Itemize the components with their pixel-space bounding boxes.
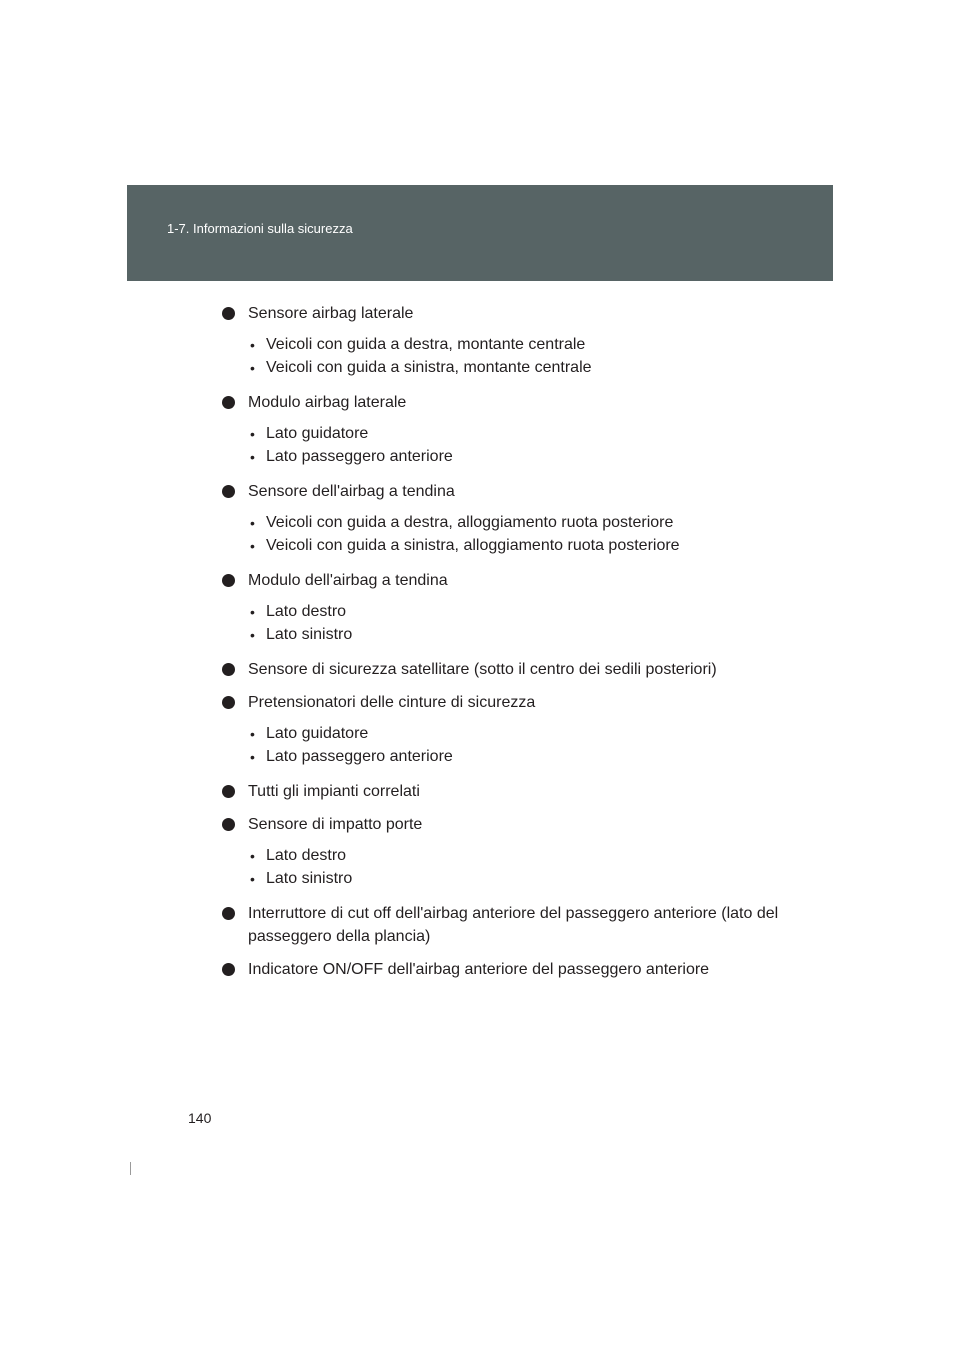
filled-circle-icon [222,963,235,976]
section-heading-text: Tutti gli impianti correlati [248,783,420,800]
list-section [222,958,802,981]
list-item-text: Veicoli con guida a sinistra, alloggiamento ruota posteriore [266,536,680,554]
filled-circle-icon [222,907,235,920]
section-heading-text: Pretensionatori delle cinture di sicurezza [248,694,536,711]
section-heading-text: Modulo dell'airbag a tendina [248,572,448,589]
list-item-text: Lato guidatore [266,725,369,742]
filled-circle-icon [222,785,235,798]
sub-list [222,512,802,557]
section-title: 1-7. Informazioni sulla sicurezza [167,221,353,236]
section-heading-text: Sensore di impatto porte [248,816,423,833]
sub-list [222,601,802,646]
small-dot-icon: • [250,359,255,376]
list-item [222,624,802,647]
small-dot-icon: • [250,848,255,864]
section-heading [222,569,802,592]
small-dot-icon: • [250,870,255,887]
sub-list [222,423,802,468]
list-section [222,302,802,379]
list-section [222,569,802,646]
filled-circle-icon [222,396,235,409]
page-content [222,302,802,991]
list-item [222,845,802,868]
list-section [222,480,802,557]
small-dot-icon: • [250,626,255,643]
section-heading-text: Sensore dell'airbag a tendina [248,483,455,500]
list-item [222,746,802,769]
list-item-text: Lato passeggero anteriore [266,747,453,765]
list-item [222,512,802,535]
list-item [222,723,802,746]
list-item [222,535,802,558]
filled-circle-icon [222,696,235,709]
list-item-text: Lato destro [266,603,347,620]
section-heading-text: Modulo airbag laterale [248,394,407,411]
section-heading [222,658,802,681]
list-item-text: Veicoli con guida a destra, alloggiamento ruota posteriore [266,514,674,531]
list-item-text: Lato sinistro [266,869,353,887]
section-heading [222,958,802,981]
small-dot-icon: • [250,337,255,353]
sub-list [222,334,802,379]
list-item-text: Lato guidatore [266,425,369,442]
section-heading [222,902,802,948]
list-item-text: Lato sinistro [266,625,353,643]
filled-circle-icon [222,818,235,831]
small-dot-icon: • [250,604,255,620]
sub-list [222,723,802,768]
section-heading [222,302,802,325]
list-item [222,423,802,446]
list-section [222,902,802,948]
list-section [222,691,802,768]
section-heading-text: Interruttore di cut off dell'airbag anteriore del passeggero anteriore (lato del passeggero della plancia) [248,905,779,945]
filled-circle-icon [222,574,235,587]
small-dot-icon: • [250,726,255,742]
page-number: 140 [188,1110,212,1126]
section-heading [222,480,802,503]
section-header-bar [127,185,833,281]
small-dot-icon: • [250,748,255,765]
list-item-text: Lato passeggero anteriore [266,447,453,465]
small-dot-icon: • [250,426,255,442]
filled-circle-icon [222,307,235,320]
list-item [222,357,802,380]
small-dot-icon: • [250,448,255,465]
section-heading [222,391,802,414]
list-section [222,391,802,468]
section-heading [222,780,802,803]
crop-mark [130,1162,131,1175]
section-heading [222,813,802,836]
list-item-text: Veicoli con guida a sinistra, montante centrale [266,358,592,376]
list-item [222,868,802,891]
list-section [222,813,802,890]
sub-list [222,845,802,890]
section-heading-text: Indicatore ON/OFF dell'airbag anteriore del passeggero anteriore [248,961,710,978]
list-section [222,780,802,803]
filled-circle-icon [222,663,235,676]
list-item-text: Lato destro [266,847,347,864]
list-item [222,446,802,469]
list-section [222,658,802,681]
list-item [222,334,802,357]
list-item [222,601,802,624]
list-item-text: Veicoli con guida a destra, montante centrale [266,336,586,353]
filled-circle-icon [222,485,235,498]
section-heading-text: Sensore airbag laterale [248,305,414,322]
small-dot-icon: • [250,515,255,531]
small-dot-icon: • [250,537,255,554]
section-heading [222,691,802,714]
section-heading-text: Sensore di sicurezza satellitare (sotto il centro dei sedili posteriori) [248,661,717,678]
